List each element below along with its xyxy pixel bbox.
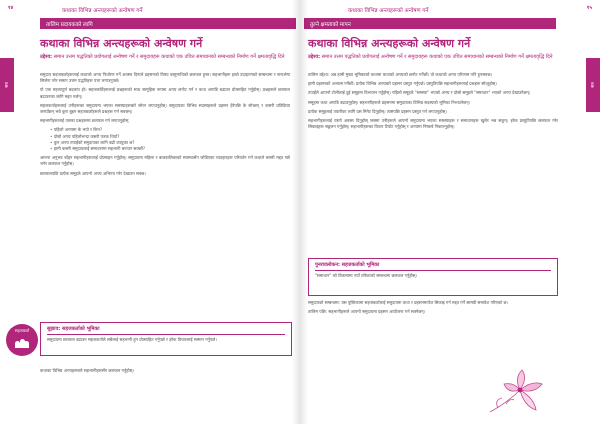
badge-label: सहजकर्ता (14, 328, 30, 333)
bullet-list (50, 127, 290, 152)
people-icon (15, 338, 29, 348)
list-item: • हामी कसरी समुदायलाई समाधानमा सहभागी बनाउन सक्छौं? (50, 146, 290, 152)
page-number: १५ (586, 5, 592, 11)
side-tab-label: सत्र (591, 82, 596, 88)
paragraph: हामी प्रहसनको अभ्यास गर्नेछौं। प्रत्येक विभिन्न अन्त्यबारे प्रहसन प्रस्तुत गर्नुपर्छ। प्रस्तुतिपछि सहभागीहरूलाई प्रश्नहरू सोध्नुहोस्। (308, 81, 497, 87)
tip-body: समुदायमा छलफल बढाउन सहजकर्ताले सबैलाई सहभागी हुन प्रोत्साहित गर्नुपर्छ र हरेक विचारलाई सम्मान गर्नुपर्छ। (47, 337, 217, 342)
flower-illustration (484, 362, 558, 418)
body-text (308, 72, 558, 133)
side-tab-label: सत्र (5, 82, 10, 88)
objective (40, 54, 290, 62)
review-box (308, 258, 558, 296)
list-item: • पहिलो अन्त्यमा के भयो र किन? (50, 127, 290, 133)
paragraph: कथाका विभिन्न अन्त्यहरूबारे सहभागीहरूसँग छलफल गर्नुहोस्। (40, 368, 135, 373)
list-item: • दोस्रो अन्त्य पहिलोभन्दा कसरी फरक थियो? (50, 134, 290, 140)
paragraph: छलफलपछि प्रत्येक समूहले आफ्नो अन्त्य अभिनय गरेर देखाउन सक्छ। (40, 170, 146, 176)
paragraph: समुदायको सम्बन्धमा: यस पुस्तिकामा सहजकर्तालाई समुदायमा कथा र प्रहसनमार्फत सिकाइ गर्न मद्दत गर्ने सामग्री समावेश गरिएको छ। (308, 300, 509, 305)
side-tab (586, 58, 600, 112)
body-text (40, 72, 290, 180)
facilitator-badge (6, 324, 38, 356)
paragraph: सहभागीहरूलाई यस्तो अवसर दिनुहोस् जसमा उनीहरूले आफ्नो समुदायमा भएका समस्याहरू र समाधानहरू खुलेर भन्न सकून्। हरेक प्रस्तुतिपछि छलफल गरेर सिकाइहरू सङ्कलन गर्नुहोस्। सहभागीहरूका विचार टिपोट गर्नुहोस् र अन्त्यमा निष्कर्ष निकाल्नुहोस्। (308, 118, 558, 130)
page-title: कथाका विभिन्न अन्त्यहरूको अन्वेषण गर्ने (308, 37, 471, 50)
side-tab (0, 58, 14, 112)
paragraph: आफ्ना अनुभव बाँड्न सहभागीहरूलाई प्रोत्साहन गर्नुहोस्। समुदायमा महिला र बालबालिकाको स्वास्थ्यसँग जोडिएका व्यवहारहरू परिवर्तन गर्न कथाले कसरी मद्दत गर्छ भनेर छलफल गर्नुहोस्। (40, 155, 290, 167)
closing-text (308, 300, 558, 318)
section-bar (304, 18, 556, 29)
running-head: कथाका विभिन्न अन्त्यहरूको अन्वेषण गर्ने (62, 8, 143, 14)
objective-label: उद्देश्य: (40, 54, 53, 60)
objective-text: समान उत्तम पद्धतिको प्रयोगलाई अन्वेषण गर्ने र समुदायहरू कथाको एक उचित समाधानको सम्बन्धको निर्माण गर्ने क्षमतावृद्धि दिने (53, 54, 285, 60)
paragraph: तपाईंले आफ्नो टोलीलाई दुई समूहमा विभाजन गर्नुहोस्। पहिलो समूहले "समस्या" भएको अन्त्य र दोस्रो समूहले "समाधान" भएको अन्त्य देखाउनेछन्। (308, 90, 531, 96)
tip-box (40, 322, 292, 356)
objective-text: समान उत्तम पद्धतिको प्रयोगलाई अन्वेषण गर्ने र समुदायहरू कथाको एक उचित समाधानको सम्बन्धको निर्माण गर्ने क्षमतावृद्धि दिने (321, 54, 553, 60)
list-item: • कुन अन्त्य तपाईंको समुदायका लागि बढी उपयुक्त छ? (50, 140, 290, 146)
paragraph: समुदाय सहजकर्ताहरूलाई कथाको अन्त्य निर्धारण गर्ने अवसर दिनाले प्रहसनको विषय वस्तुमाथिको छलफल हुन्छ। सहभागीहरू हाम्रो उदाहरणको सम्बन्धमा र सन्दर्भमा सिर्जना गरेर समान उत्तम पद्धतिहरू पत्ता लगाउनुपर्छ। (40, 72, 290, 84)
running-head: कथाका विभिन्न अन्त्यहरूको अन्वेषण गर्ने (348, 8, 429, 14)
page-title: कथाका विभिन्न अन्त्यहरूको अन्वेषण गर्ने (40, 37, 203, 50)
paragraph: यो एक महत्त्वपूर्ण बदलाव हो। सहजकर्तिहरूलाई प्रश्नहरूको साथ सामूहिक रूपमा अन्त्य छनोट गर्न र कथा अगाडि बढाउन प्रोत्साहित गर्नुहोस्। प्रश्नहरूले छलफल बढाउनका लागि मद्दत गर्छन्। (40, 87, 290, 99)
page-number: १४ (8, 5, 14, 11)
section-bar (40, 18, 296, 29)
paragraph: सहजकर्ताहरूलाई उनीहरूका समुदायमा भएका समस्याहरूबारे सोच्न लगाउनुहोस्। समुदायका विभिन्न सदस्यहरूले प्रहसन हेरेपछि के सोच्छन् र कसरी प्रतिक्रिया जनाउँछन् भन्ने कुरा बुझ्न सहजकर्ताहरूले प्रश्नहरू गर्न सक्छन्। (40, 102, 290, 115)
objective (308, 54, 558, 62)
book-gutter (292, 0, 308, 424)
footer-text (40, 368, 290, 377)
review-title: पुनरावलोकन: सहजकर्ताको भूमिका (315, 262, 380, 268)
paragraph: तालिम पछि: सहभागीहरूले आफ्नो समुदायमा प्रहसन आयोजना गर्न सक्नेछन्। (308, 309, 426, 315)
paragraph: प्रत्येक समूहलाई तयारीका लागि दस मिनेट दिनुहोस्। त्यसपछि प्रहसन प्रस्तुत गर्न लगाउनुहोस्। (308, 108, 447, 114)
paragraph: तालिम उद्देश्य: अब हामी मुख्य भूमिकाको कथामा कथाको अन्त्यको छनोट गर्नेछौं। यो कथाको अन्त्य परिणाम पनि हुनसक्छ। (308, 72, 493, 77)
paragraph: सहभागीहरूलाई तलका प्रश्नहरूमा छलफल गर्न लगाउनुहोस्: (40, 118, 130, 124)
objective-label: उद्देश्य: (308, 54, 321, 60)
review-body: "समाधान" को विकल्पमा नयाँ तरिकाको सम्बन्धमा छलफल गर्नुहोस्। (315, 273, 418, 278)
tip-title: सुझाव: सहजकर्ताको भूमिका (47, 326, 100, 332)
paragraph: समूहमा कथा अगाडि बढाउनुहोस्। सहभागीहरूले प्रहसनमा समुदायका विभिन्न सदस्यको भूमिका निभाउनेछन्। (308, 99, 471, 105)
section-bar-label: तालिम प्रदायकको लागि (46, 22, 93, 28)
right-page (300, 0, 600, 424)
section-bar-label: तुल्ने क्षमताको मापन (310, 22, 351, 28)
